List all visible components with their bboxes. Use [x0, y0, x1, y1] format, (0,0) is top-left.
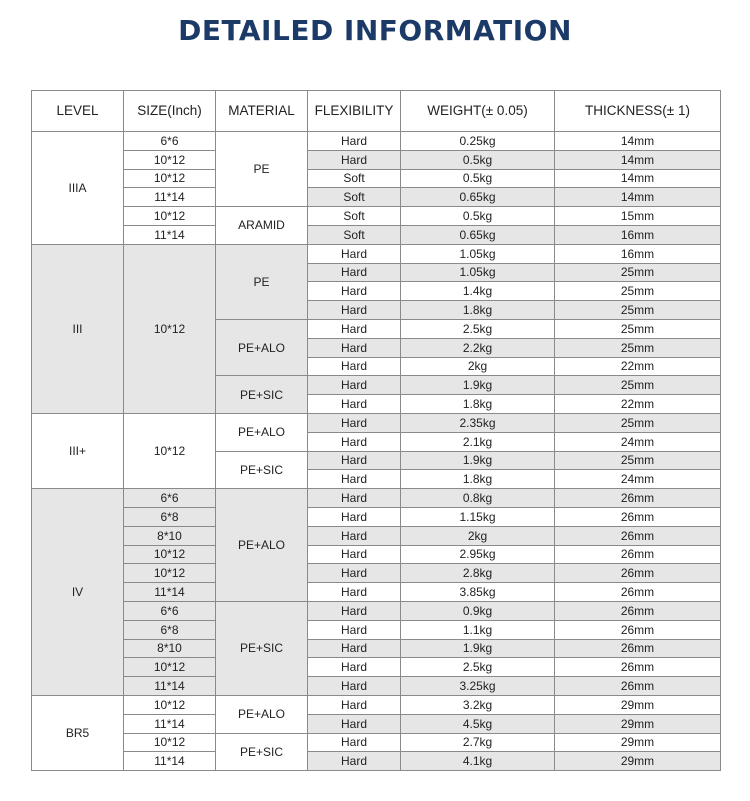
cell-weight: 1.1kg	[401, 620, 555, 639]
cell-flexibility: Soft	[308, 169, 401, 188]
table-row	[32, 714, 721, 733]
cell-thickness: 14mm	[555, 132, 721, 151]
cell-flexibility: Hard	[308, 319, 401, 338]
table-row	[32, 658, 721, 677]
cell-thickness: 24mm	[555, 432, 721, 451]
cell-flexibility: Hard	[308, 244, 401, 263]
cell-weight: 1.8kg	[401, 395, 555, 414]
cell-flexibility: Hard	[308, 677, 401, 696]
cell-level: BR5	[32, 695, 124, 770]
cell-flexibility: Hard	[308, 601, 401, 620]
cell-size: 11*14	[124, 188, 216, 207]
cell-size: 10*12	[124, 564, 216, 583]
cell-thickness: 26mm	[555, 677, 721, 696]
cell-thickness: 29mm	[555, 733, 721, 752]
cell-thickness: 26mm	[555, 507, 721, 526]
cell-thickness: 25mm	[555, 263, 721, 282]
cell-flexibility: Hard	[308, 564, 401, 583]
cell-weight: 0.8kg	[401, 489, 555, 508]
cell-thickness: 22mm	[555, 357, 721, 376]
cell-thickness: 26mm	[555, 526, 721, 545]
cell-weight: 1.9kg	[401, 451, 555, 470]
cell-flexibility: Hard	[308, 470, 401, 489]
table-row	[32, 244, 721, 263]
table-row	[32, 489, 721, 508]
header-thickness: THICKNESS(± 1)	[555, 91, 721, 132]
table-row	[32, 752, 721, 771]
cell-flexibility: Hard	[308, 545, 401, 564]
cell-thickness: 25mm	[555, 413, 721, 432]
cell-thickness: 26mm	[555, 564, 721, 583]
cell-flexibility: Soft	[308, 188, 401, 207]
cell-flexibility: Hard	[308, 526, 401, 545]
table-row	[32, 225, 721, 244]
cell-thickness: 26mm	[555, 639, 721, 658]
cell-weight: 0.5kg	[401, 150, 555, 169]
cell-thickness: 16mm	[555, 225, 721, 244]
spec-table	[31, 90, 721, 771]
cell-thickness: 26mm	[555, 601, 721, 620]
cell-weight: 2.1kg	[401, 432, 555, 451]
cell-thickness: 24mm	[555, 470, 721, 489]
cell-size: 10*12	[124, 695, 216, 714]
cell-size: 6*6	[124, 601, 216, 620]
header-material: MATERIAL	[216, 91, 308, 132]
cell-weight: 1.05kg	[401, 244, 555, 263]
header-weight: WEIGHT(± 0.05)	[401, 91, 555, 132]
cell-weight: 2.95kg	[401, 545, 555, 564]
cell-flexibility: Hard	[308, 620, 401, 639]
cell-weight: 2.35kg	[401, 413, 555, 432]
table-row	[32, 695, 721, 714]
cell-size: 6*8	[124, 507, 216, 526]
cell-weight: 0.65kg	[401, 188, 555, 207]
cell-weight: 1.8kg	[401, 301, 555, 320]
cell-thickness: 25mm	[555, 301, 721, 320]
cell-material: PE+ALO	[216, 489, 308, 602]
cell-flexibility: Hard	[308, 658, 401, 677]
table-row	[32, 526, 721, 545]
cell-flexibility: Soft	[308, 225, 401, 244]
cell-thickness: 22mm	[555, 395, 721, 414]
cell-level: III+	[32, 413, 124, 488]
cell-flexibility: Hard	[308, 451, 401, 470]
cell-flexibility: Hard	[308, 338, 401, 357]
cell-material: ARAMID	[216, 207, 308, 245]
cell-size: 10*12	[124, 658, 216, 677]
table-row	[32, 188, 721, 207]
cell-flexibility: Hard	[308, 695, 401, 714]
table-row	[32, 583, 721, 602]
cell-flexibility: Soft	[308, 207, 401, 226]
table-row	[32, 413, 721, 432]
cell-size: 11*14	[124, 677, 216, 696]
cell-thickness: 14mm	[555, 188, 721, 207]
cell-material: PE	[216, 244, 308, 319]
cell-flexibility: Hard	[308, 395, 401, 414]
table-row	[32, 507, 721, 526]
table-row	[32, 132, 721, 151]
header-size: SIZE(Inch)	[124, 91, 216, 132]
cell-size: 10*12	[124, 150, 216, 169]
cell-weight: 4.1kg	[401, 752, 555, 771]
table-row	[32, 150, 721, 169]
cell-weight: 2.7kg	[401, 733, 555, 752]
cell-weight: 1.9kg	[401, 639, 555, 658]
cell-weight: 2.8kg	[401, 564, 555, 583]
cell-material: PE+SIC	[216, 733, 308, 771]
cell-weight: 2.5kg	[401, 658, 555, 677]
cell-thickness: 25mm	[555, 376, 721, 395]
cell-flexibility: Hard	[308, 132, 401, 151]
cell-thickness: 15mm	[555, 207, 721, 226]
cell-thickness: 25mm	[555, 319, 721, 338]
cell-weight: 0.5kg	[401, 207, 555, 226]
cell-thickness: 29mm	[555, 752, 721, 771]
cell-thickness: 26mm	[555, 489, 721, 508]
cell-material: PE+SIC	[216, 451, 308, 489]
cell-weight: 3.25kg	[401, 677, 555, 696]
table-row	[32, 564, 721, 583]
cell-material: PE+SIC	[216, 376, 308, 414]
table-row	[32, 207, 721, 226]
cell-weight: 0.5kg	[401, 169, 555, 188]
cell-weight: 1.8kg	[401, 470, 555, 489]
cell-material: PE+ALO	[216, 319, 308, 375]
cell-level: III	[32, 244, 124, 413]
page-title: DETAILED INFORMATION	[178, 14, 572, 47]
cell-level: IIIA	[32, 132, 124, 245]
cell-size: 10*12	[124, 169, 216, 188]
cell-thickness: 29mm	[555, 714, 721, 733]
cell-size: 11*14	[124, 752, 216, 771]
cell-weight: 1.15kg	[401, 507, 555, 526]
table-body	[32, 132, 721, 771]
cell-flexibility: Hard	[308, 489, 401, 508]
cell-weight: 4.5kg	[401, 714, 555, 733]
cell-flexibility: Hard	[308, 413, 401, 432]
cell-size: 8*10	[124, 526, 216, 545]
cell-level: IV	[32, 489, 124, 696]
cell-weight: 1.05kg	[401, 263, 555, 282]
cell-thickness: 26mm	[555, 545, 721, 564]
cell-thickness: 25mm	[555, 338, 721, 357]
cell-weight: 2kg	[401, 357, 555, 376]
cell-material: PE	[216, 132, 308, 207]
cell-material: PE+ALO	[216, 695, 308, 733]
cell-flexibility: Hard	[308, 507, 401, 526]
cell-material: PE+ALO	[216, 413, 308, 451]
header-level: LEVEL	[32, 91, 124, 132]
cell-thickness: 26mm	[555, 658, 721, 677]
cell-weight: 1.4kg	[401, 282, 555, 301]
cell-weight: 3.2kg	[401, 695, 555, 714]
cell-thickness: 14mm	[555, 169, 721, 188]
cell-material: PE+SIC	[216, 601, 308, 695]
cell-weight: 0.9kg	[401, 601, 555, 620]
cell-flexibility: Hard	[308, 733, 401, 752]
header-flexibility: FLEXIBILITY	[308, 91, 401, 132]
cell-weight: 2.2kg	[401, 338, 555, 357]
cell-flexibility: Hard	[308, 432, 401, 451]
cell-size: 11*14	[124, 225, 216, 244]
cell-size: 11*14	[124, 583, 216, 602]
cell-weight: 2kg	[401, 526, 555, 545]
cell-flexibility: Hard	[308, 301, 401, 320]
cell-thickness: 16mm	[555, 244, 721, 263]
cell-thickness: 25mm	[555, 282, 721, 301]
table-header-row	[32, 91, 721, 132]
cell-flexibility: Hard	[308, 263, 401, 282]
table-row	[32, 620, 721, 639]
cell-thickness: 29mm	[555, 695, 721, 714]
cell-weight: 0.65kg	[401, 225, 555, 244]
cell-flexibility: Hard	[308, 583, 401, 602]
cell-flexibility: Hard	[308, 282, 401, 301]
cell-size: 10*12	[124, 545, 216, 564]
cell-size: 6*6	[124, 489, 216, 508]
cell-thickness: 25mm	[555, 451, 721, 470]
cell-size: 10*12	[124, 413, 216, 488]
table-row	[32, 601, 721, 620]
cell-size: 10*12	[124, 207, 216, 226]
cell-weight: 0.25kg	[401, 132, 555, 151]
cell-flexibility: Hard	[308, 639, 401, 658]
table-row	[32, 639, 721, 658]
cell-flexibility: Hard	[308, 150, 401, 169]
cell-thickness: 26mm	[555, 620, 721, 639]
cell-flexibility: Hard	[308, 714, 401, 733]
cell-size: 10*12	[124, 244, 216, 413]
cell-size: 6*8	[124, 620, 216, 639]
cell-size: 8*10	[124, 639, 216, 658]
cell-size: 11*14	[124, 714, 216, 733]
cell-thickness: 26mm	[555, 583, 721, 602]
table-row	[32, 169, 721, 188]
cell-weight: 3.85kg	[401, 583, 555, 602]
table-row	[32, 733, 721, 752]
cell-flexibility: Hard	[308, 357, 401, 376]
cell-weight: 1.9kg	[401, 376, 555, 395]
cell-flexibility: Hard	[308, 376, 401, 395]
cell-flexibility: Hard	[308, 752, 401, 771]
cell-size: 10*12	[124, 733, 216, 752]
cell-thickness: 14mm	[555, 150, 721, 169]
table-row	[32, 545, 721, 564]
cell-weight: 2.5kg	[401, 319, 555, 338]
cell-size: 6*6	[124, 132, 216, 151]
table-row	[32, 677, 721, 696]
